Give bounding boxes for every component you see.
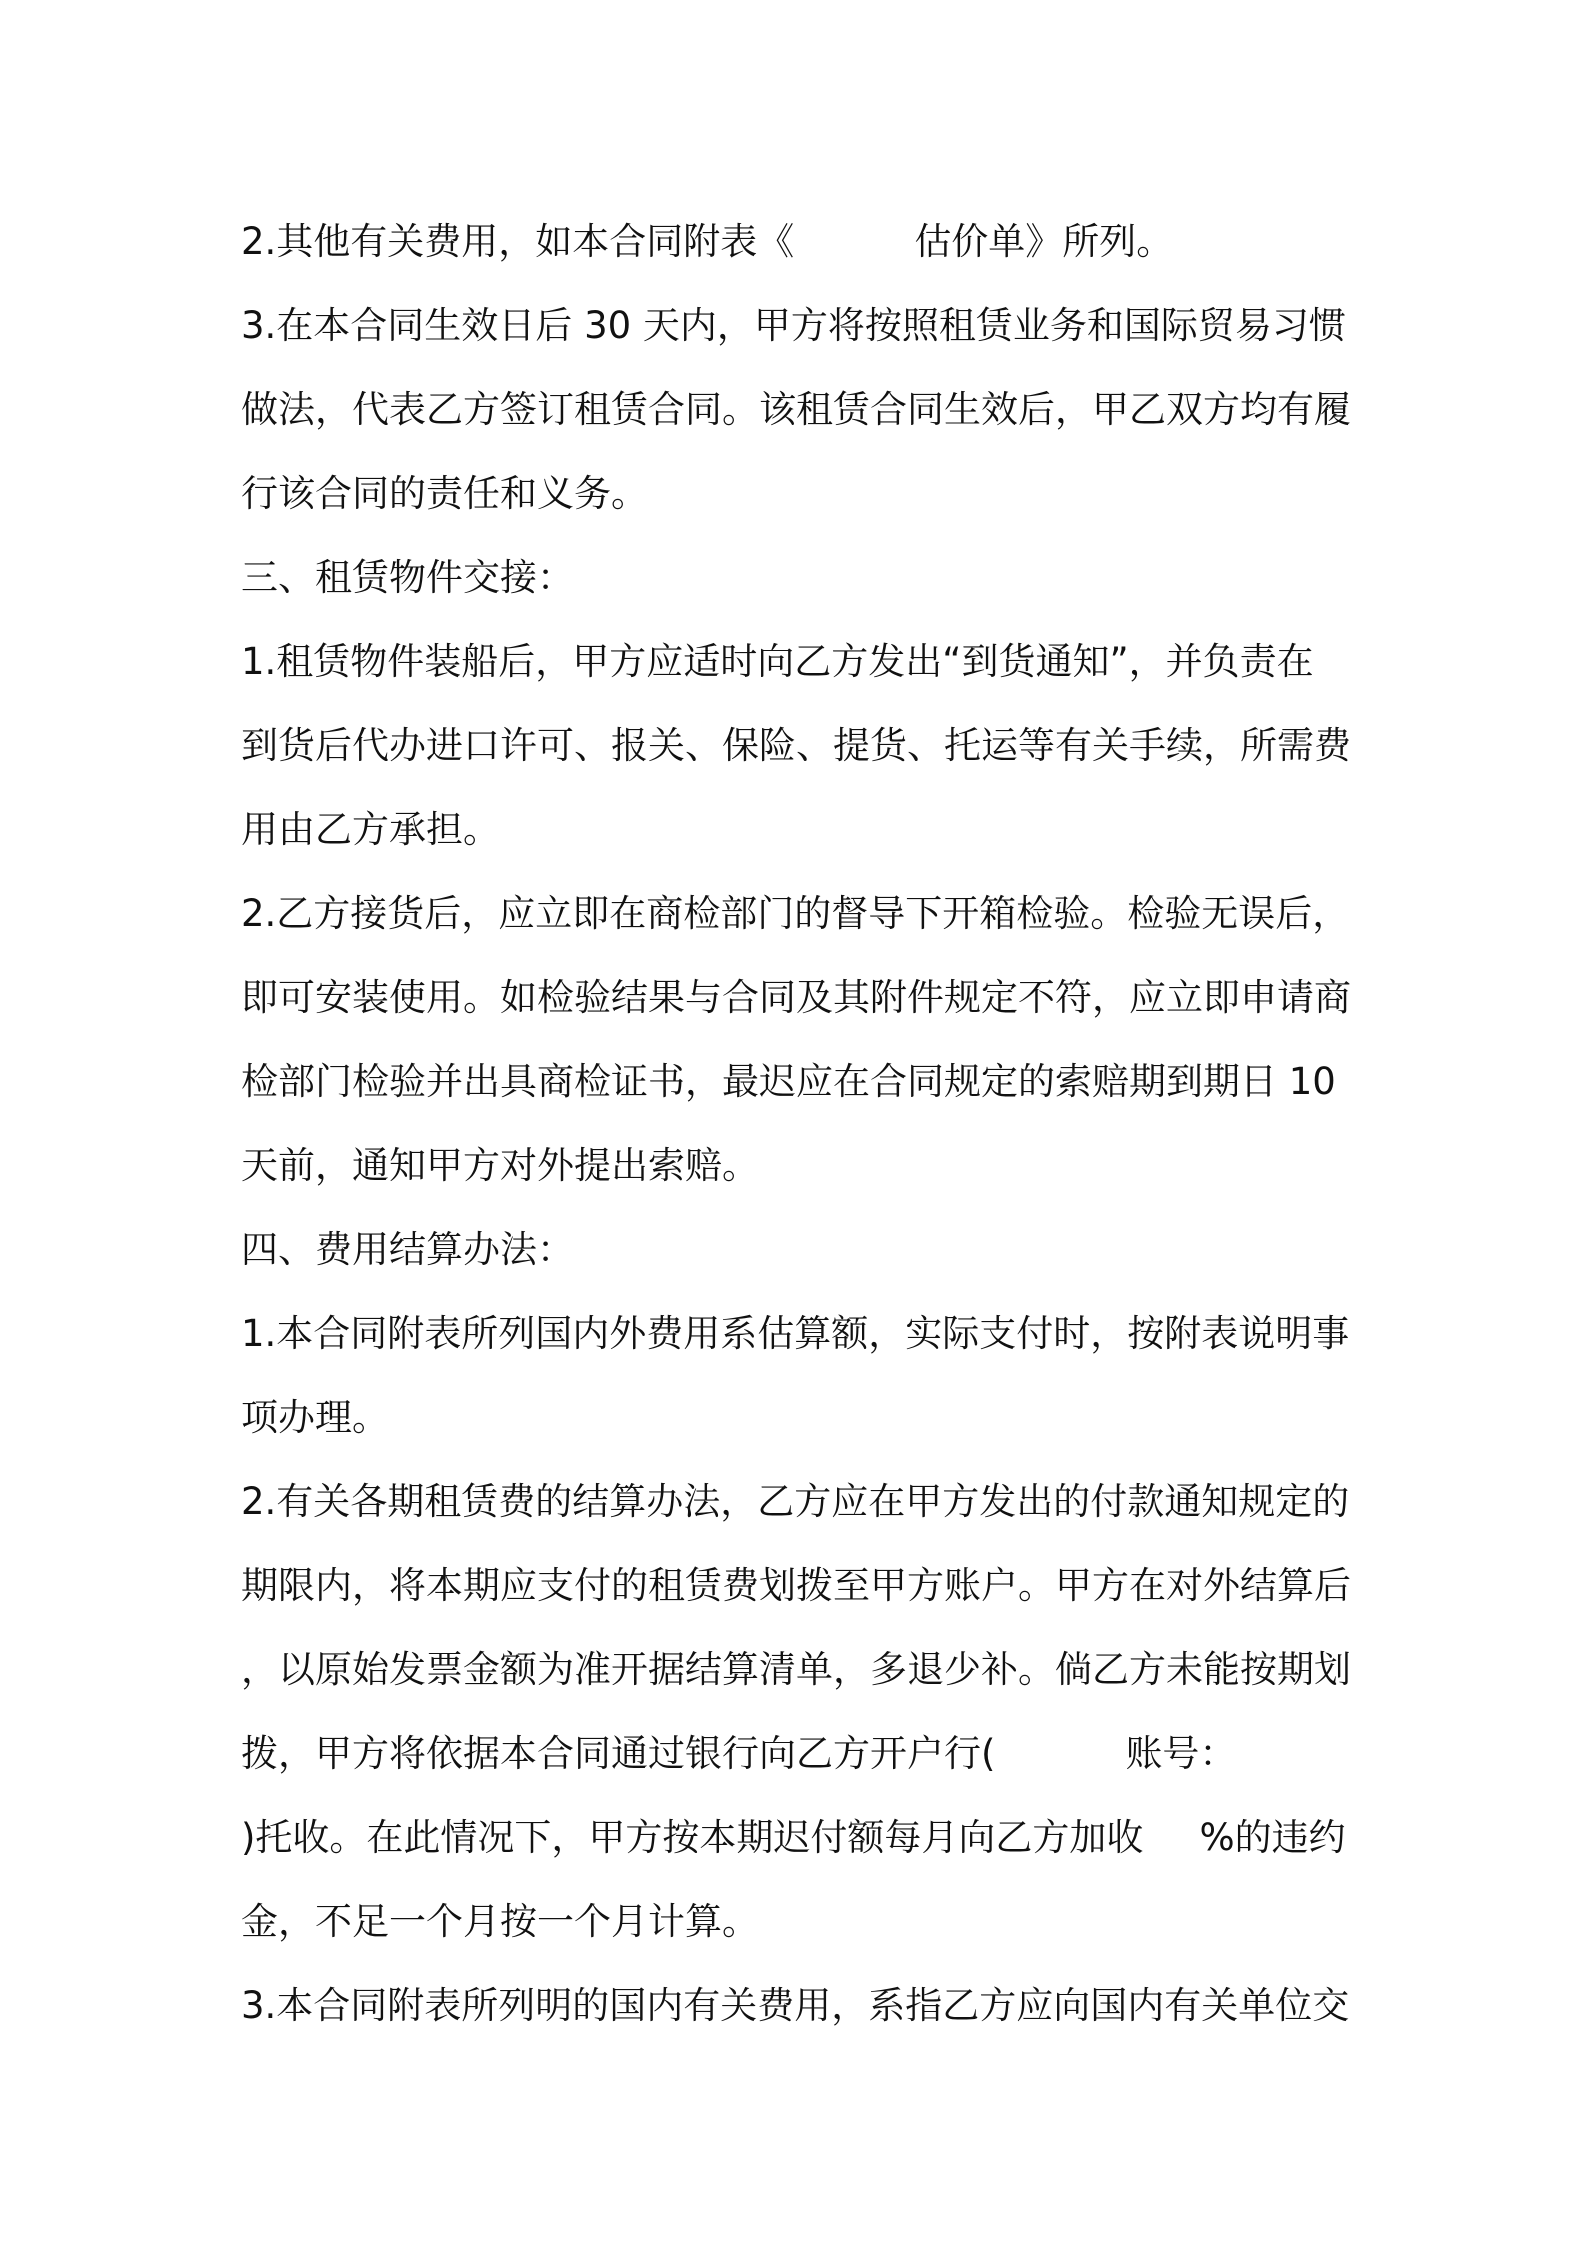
text-segment: ，以原始发票金额为准开据结算清单，多退少补。倘乙方未能按期划 bbox=[241, 1648, 1351, 1691]
text-segment: 到货后代办进口许可、报关、保险、提货、托运等有关手续，所需费 bbox=[241, 724, 1351, 767]
text-segment: 2.其他有关费用，如本合同附表《 bbox=[241, 220, 795, 263]
text-segment: 账号： bbox=[1125, 1732, 1237, 1775]
text-line bbox=[241, 872, 1356, 956]
text-segment: 3.在本合同生效日后 30 天内，甲方将按照租赁业务和国际贸易习惯 bbox=[241, 304, 1346, 347]
text-segment: 拨，甲方将依据本合同通过银行向乙方开户行( bbox=[241, 1732, 996, 1775]
text-line bbox=[241, 956, 1356, 1040]
text-segment: 做法，代表乙方签订租赁合同。该租赁合同生效后，甲乙双方均有履 bbox=[241, 388, 1351, 431]
text-line bbox=[241, 704, 1356, 788]
text-line bbox=[241, 1796, 1356, 1880]
text-line bbox=[241, 1712, 1356, 1796]
text-line bbox=[241, 368, 1356, 452]
text-segment: 2.乙方接货后，应立即在商检部门的督导下开箱检验。检验无误后， bbox=[241, 892, 1350, 935]
text-line bbox=[241, 1040, 1356, 1124]
text-segment: 即可安装使用。如检验结果与合同及其附件规定不符，应立即申请商 bbox=[241, 976, 1351, 1019]
text-line bbox=[241, 452, 1356, 536]
text-line bbox=[241, 284, 1356, 368]
text-segment: 三、租赁物件交接： bbox=[241, 556, 574, 599]
text-line bbox=[241, 788, 1356, 872]
text-segment: 3.本合同附表所列明的国内有关费用，系指乙方应向国内有关单位交 bbox=[241, 1984, 1350, 2027]
text-line bbox=[241, 200, 1356, 284]
text-line bbox=[241, 1376, 1356, 1460]
text-segment: 项办理。 bbox=[241, 1396, 389, 1439]
section-heading bbox=[241, 536, 1356, 620]
text-segment: 用由乙方承担。 bbox=[241, 808, 500, 851]
text-line bbox=[241, 1460, 1356, 1544]
text-segment: 1.本合同附表所列国内外费用系估算额，实际支付时，按附表说明事 bbox=[241, 1312, 1350, 1355]
text-segment: 金，不足一个月按一个月计算。 bbox=[241, 1900, 759, 1943]
text-line bbox=[241, 1964, 1356, 2048]
text-line bbox=[241, 1628, 1356, 1712]
text-line bbox=[241, 620, 1356, 704]
text-segment: 行该合同的责任和义务。 bbox=[241, 472, 648, 515]
text-segment: 四、费用结算办法： bbox=[241, 1228, 574, 1271]
text-segment: %的违约 bbox=[1199, 1816, 1346, 1859]
text-segment: 2.有关各期租赁费的结算办法，乙方应在甲方发出的付款通知规定的 bbox=[241, 1480, 1350, 1523]
text-line bbox=[241, 1292, 1356, 1376]
text-segment: )托收。在此情况下，甲方按本期迟付额每月向乙方加收 bbox=[241, 1816, 1144, 1859]
text-segment: 天前，通知甲方对外提出索赔。 bbox=[241, 1144, 759, 1187]
section-heading bbox=[241, 1208, 1356, 1292]
text-segment: 期限内，将本期应支付的租赁费划拨至甲方账户。甲方在对外结算后 bbox=[241, 1564, 1351, 1607]
text-segment: 检部门检验并出具商检证书，最迟应在合同规定的索赔期到期日 10 bbox=[241, 1060, 1336, 1103]
text-segment: 1.租赁物件装船后，甲方应适时向乙方发出“到货通知”，并负责在 bbox=[241, 640, 1314, 683]
text-line bbox=[241, 1544, 1356, 1628]
text-line bbox=[241, 1880, 1356, 1964]
contract-body bbox=[241, 200, 1356, 2048]
text-segment: 估价单》所列。 bbox=[914, 220, 1174, 263]
text-line bbox=[241, 1124, 1356, 1208]
